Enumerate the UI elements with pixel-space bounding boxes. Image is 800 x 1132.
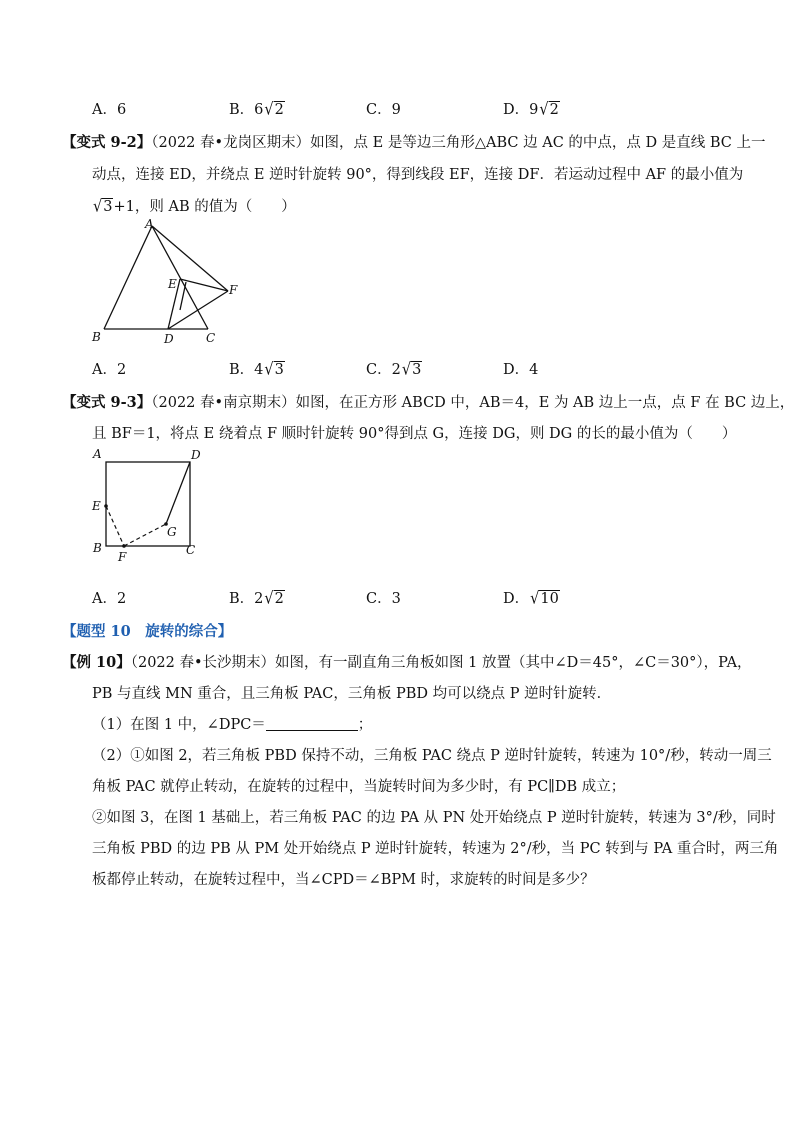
option-d: D．√10 — [503, 589, 559, 609]
example-10-part-2-line-3: ②如图 3，在图 1 基础上，若三角板 PAC 的边 PA 从 PN 处开始绕点 P 逆时针旋转，转速为 3°/秒，同时 — [92, 810, 776, 826]
radical: √3 — [93, 197, 113, 217]
label-a: A — [93, 447, 102, 461]
option-b: B．6√2 — [229, 100, 284, 120]
option-c: C．3 — [366, 591, 401, 607]
example-10-line-1: 【例 10】（2022 春•长沙期末）如图，有一副直角三角板如图 1 放置（其中∠D＝45°，∠C＝30°），PA， — [62, 654, 752, 671]
option-b: B．4√3 — [229, 360, 284, 380]
label-b: B — [93, 541, 102, 555]
label-e: E — [92, 499, 101, 513]
radical: √3 — [264, 360, 284, 380]
example-10-part-2-line-2: 角板 PAC 就停止转动，在旋转的过程中，当旋转时间为多少时，有 PC∥DB 成立； — [92, 779, 626, 795]
radical: √3 — [401, 360, 422, 380]
question-9-2-line-3: √3+1，则 AB 的值为（ ） — [93, 197, 296, 217]
section-title: 【题型 10 旋转的综合】 — [62, 623, 233, 640]
option-a: A．6 — [92, 102, 127, 118]
question-tag: 【变式 9-3】 — [62, 394, 152, 411]
label-g: G — [167, 525, 177, 539]
example-10-part-2-line-4: 三角板 PBD 的边 PB 从 PM 处开始绕点 P 逆时针旋转，转速为 2°/秒，当 PC 转到与 PA 重合时，两三角 — [92, 841, 779, 857]
option-b: B．2√2 — [229, 589, 284, 609]
example-10-part-1: （1）在图 1 中，∠DPC＝ ； — [92, 717, 373, 733]
label-b: B — [92, 330, 101, 344]
example-tag: 【例 10】 — [62, 654, 131, 671]
label-c: C — [186, 543, 196, 557]
label-d: D — [191, 448, 201, 462]
question-9-3-line-2: 且 BF＝1，将点 E 绕着点 F 顺时针旋转 90°得到点 G，连接 DG，则 DG 的长的最小值为（ ） — [92, 426, 737, 442]
answer-blank[interactable] — [266, 716, 358, 731]
label-c: C — [206, 331, 216, 345]
example-10-part-2-line-1: （2）①如图 2，若三角板 PBD 保持不动，三角板 PAC 绕点 P 逆时针旋转，转速为 10°/秒，转动一周三 — [92, 748, 772, 764]
question-tag: 【变式 9-2】 — [62, 134, 152, 151]
question-9-2-line-1: 【变式 9-2】（2022 春•龙岗区期末）如图，点 E 是等边三角形△ABC 边 AC 的中点，点 D 是直线 BC 上一 — [62, 134, 766, 151]
option-c: C．9 — [366, 102, 401, 118]
example-10-line-2: PB 与直线 MN 重合，且三角板 PAC，三角板 PBD 均可以绕点 P 逆时针旋转． — [92, 686, 612, 702]
option-a: A．2 — [92, 362, 127, 378]
option-c: C．2√3 — [366, 360, 422, 380]
radical: √10 — [530, 589, 559, 609]
question-9-2-line-2: 动点，连接 ED，并绕点 E 逆时针旋转 90°，得到线段 EF，连接 DF．若运动过程中 AF 的最小值为 — [92, 167, 744, 183]
label-f: F — [229, 283, 238, 297]
label-f: F — [118, 550, 127, 564]
label-e: E — [168, 277, 177, 291]
figure-9-2 — [88, 216, 248, 348]
radical: √2 — [539, 100, 559, 120]
example-10-part-2-line-5: 板都停止转动，在旋转过程中，当∠CPD＝∠BPM 时，求旋转的时间是多少？ — [92, 872, 595, 888]
radical: √2 — [264, 589, 284, 609]
figure-9-3 — [88, 444, 218, 566]
option-a: A．2 — [92, 591, 127, 607]
label-d: D — [164, 332, 174, 346]
radical: √2 — [264, 100, 284, 120]
option-d: D．9√2 — [503, 100, 559, 120]
question-9-3-line-1: 【变式 9-3】（2022 春•南京期末）如图，在正方形 ABCD 中，AB＝4，E 为 AB 边上一点，点 F 在 BC 边上， — [62, 394, 795, 411]
label-a: A — [145, 217, 154, 231]
option-d: D．4 — [503, 362, 539, 378]
